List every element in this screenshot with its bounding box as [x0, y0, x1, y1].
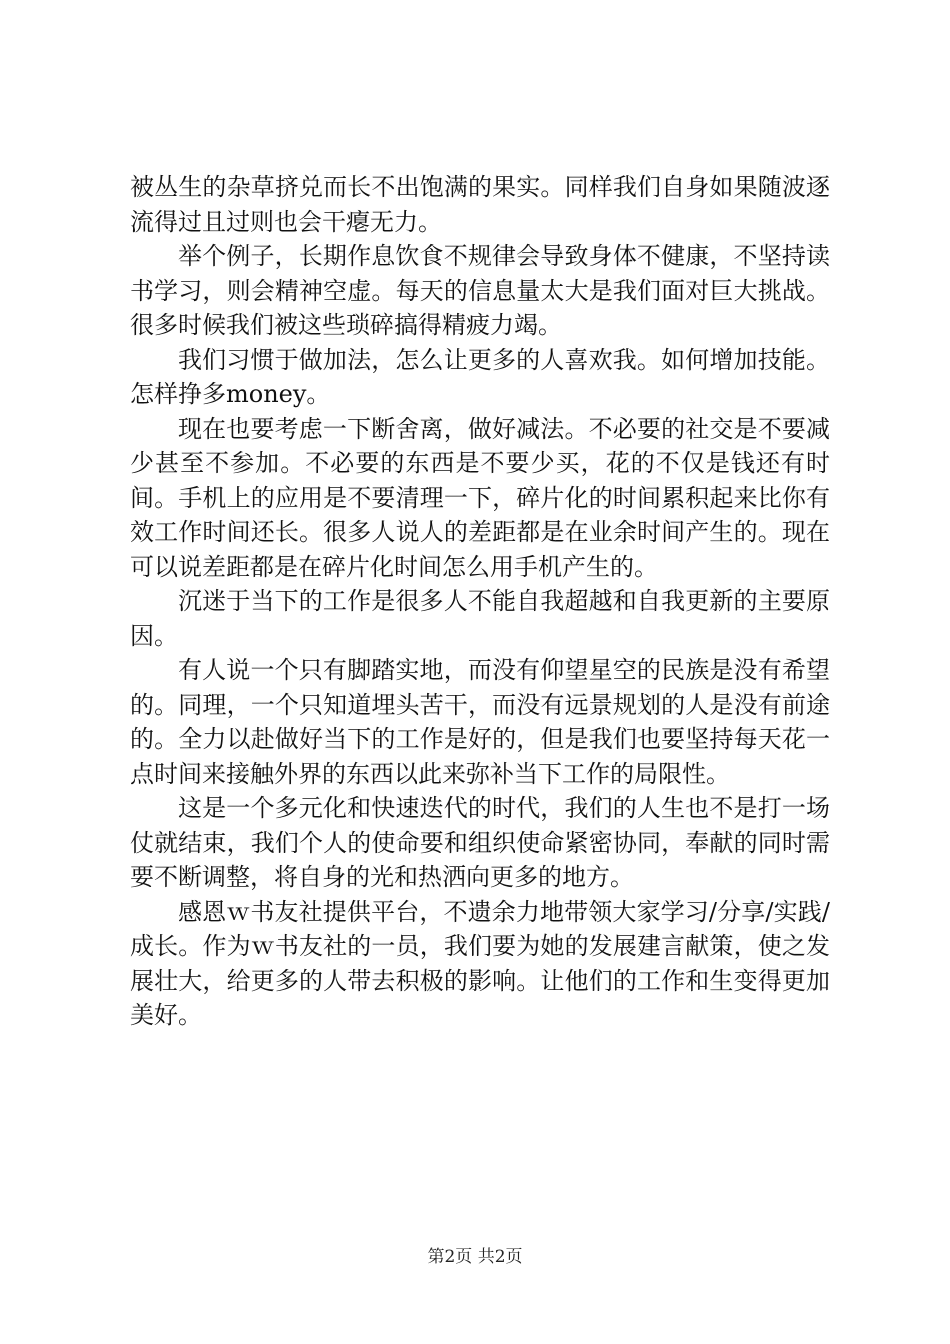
document-body [130, 170, 830, 1033]
paragraph: 这是一个多元化和快速迭代的时代，我们的人生也不是打一场仗就结束，我们个人的使命要和组织使命紧密协同，奉献的同时需要不断调整，将自身的光和热洒向更多的地方。 [130, 794, 830, 891]
page-number-footer: 第2页 共2页 [427, 1247, 523, 1267]
paragraph: 现在也要考虑一下断舍离，做好减法。不必要的社交是不要减少甚至不参加。不必要的东西是不要少买，花的不仅是钱还有时间。手机上的应用是不要清理一下，碎片化的时间累积起来比你有效工作时间还长。很多人说人的差距都是在业余时间产生的。现在可以说差距都是在碎片化时间怎么用手机产生的。 [130, 414, 830, 581]
paragraph-continuation: 被丛生的杂草挤兑而长不出饱满的果实。同样我们自身如果随波逐流得过且过则也会干瘪无力。 [130, 173, 830, 236]
paragraph: 举个例子，长期作息饮食不规律会导致身体不健康，不坚持读书学习，则会精神空虚。每天的信息量太大是我们面对巨大挑战。很多时候我们被这些琐碎搞得精疲力竭。 [130, 242, 830, 339]
paragraph: 我们习惯于做加法，怎么让更多的人喜欢我。如何增加技能。怎样挣多money。 [130, 345, 830, 408]
paragraph: 沉迷于当下的工作是很多人不能自我超越和自我更新的主要原因。 [130, 587, 830, 650]
paragraph: 感恩ｗ书友社提供平台，不遗余力地带领大家学习/分享/实践/成长。作为ｗ书友社的一员，我们要为她的发展建言献策，使之发展壮大，给更多的人带去积极的影响。让他们的工作和生变得更加美好。 [130, 897, 830, 1029]
paragraph: 有人说一个只有脚踏实地，而没有仰望星空的民族是没有希望的。同理，一个只知道埋头苦干，而没有远景规划的人是没有前途的。全力以赴做好当下的工作是好的，但是我们也要坚持每天花一点时间来接触外界的东西以此来弥补当下工作的局限性。 [130, 656, 830, 788]
